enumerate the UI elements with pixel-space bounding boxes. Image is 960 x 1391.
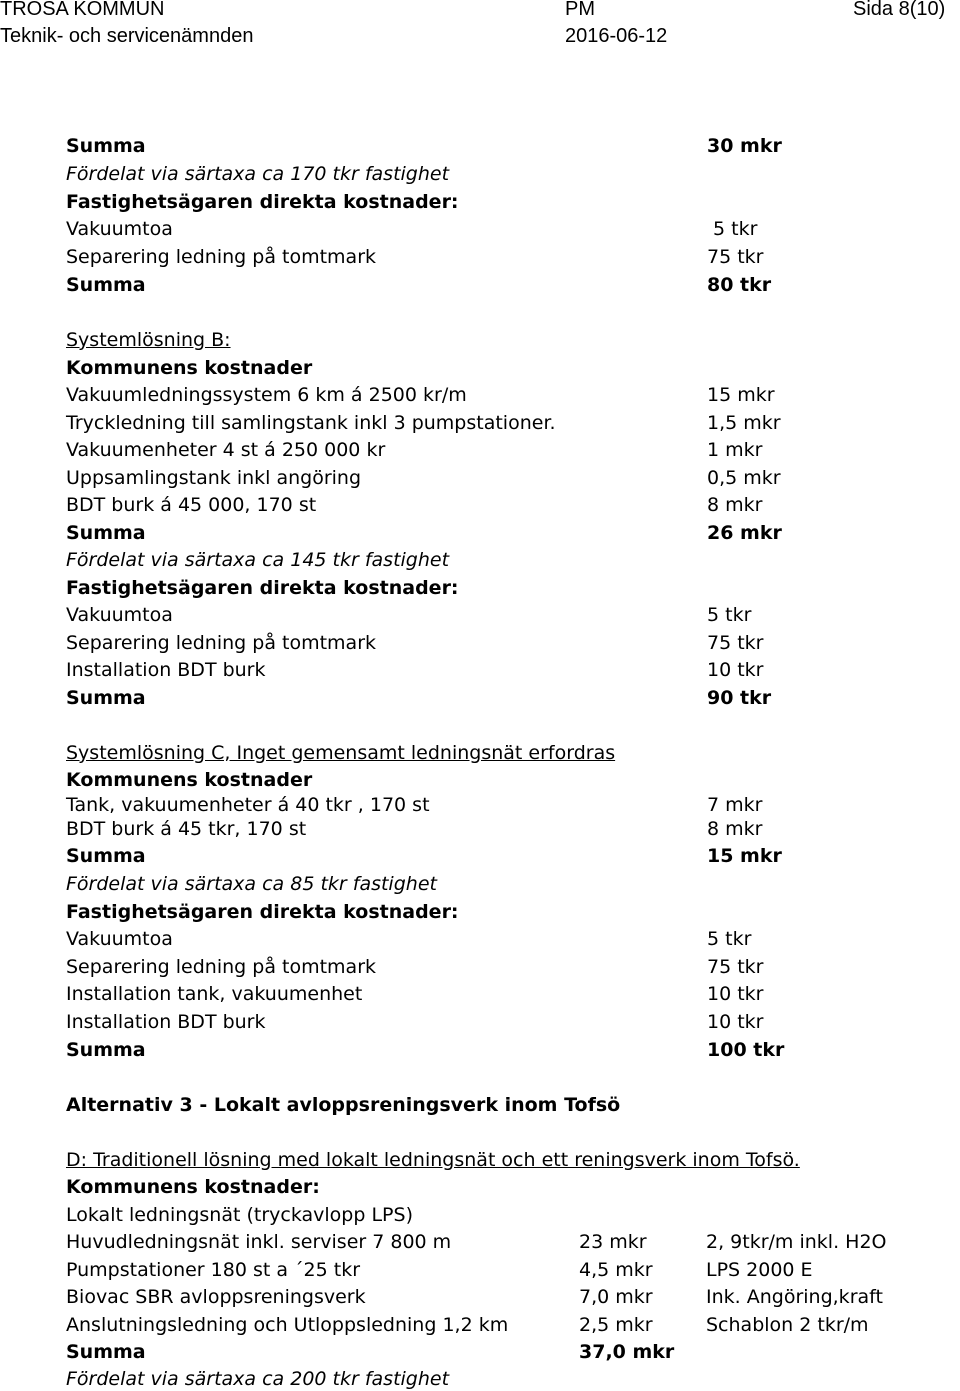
section-c-fastighet-row-label: Installation tank, vakuumenhet	[66, 983, 363, 1005]
alt3-row-value: 7,0 mkr	[579, 1286, 653, 1308]
header-date: 2016-06-12	[565, 25, 668, 47]
header-doc-type: PM	[565, 0, 595, 20]
section-b-row-label: Tryckledning till samlingstank inkl 3 pumpstationer.	[66, 412, 556, 434]
alt3-fordelat: Fördelat via särtaxa ca 200 tkr fastighet	[66, 1368, 450, 1390]
section-a-fordelat: Fördelat via särtaxa ca 170 tkr fastighet	[66, 163, 450, 185]
section-c-summa-label: Summa	[66, 845, 146, 867]
section-b-kommun-heading: Kommunens kostnader	[66, 357, 313, 379]
section-b-fordelat: Fördelat via särtaxa ca 145 tkr fastighet	[66, 549, 450, 571]
section-b-row-value: 0,5 mkr	[707, 467, 781, 489]
section-c-fastighet-row-value: 5 tkr	[707, 928, 752, 950]
alt3-row-label: Huvudledningsnät inkl. serviser 7 800 m	[66, 1231, 452, 1253]
section-b-fastighet-row-label: Vakuumtoa	[66, 604, 173, 626]
section-c-summa2-value: 100 tkr	[707, 1039, 785, 1061]
alt3-row-value: 23 mkr	[579, 1231, 647, 1253]
section-b-fastighet-heading: Fastighetsägaren direkta kostnader:	[66, 577, 459, 599]
section-c-fastighet-row-label: Installation BDT burk	[66, 1011, 266, 1033]
section-c-kommun-heading: Kommunens kostnader	[66, 769, 313, 791]
section-a-fastighet-heading: Fastighetsägaren direkta kostnader:	[66, 191, 459, 213]
section-c-fastighet-row-value: 10 tkr	[707, 983, 764, 1005]
section-c-fastighet-heading: Fastighetsägaren direkta kostnader:	[66, 901, 459, 923]
section-c-summa2-label: Summa	[66, 1039, 146, 1061]
section-a-row-value: 75 tkr	[707, 246, 764, 268]
section-a-row-label: Vakuumtoa	[66, 218, 173, 240]
section-a-summa2-value: 80 tkr	[707, 274, 772, 296]
alt3-row-label: Anslutningsledning och Utloppsledning 1,2 km	[66, 1314, 509, 1336]
section-c-row-label: BDT burk á 45 tkr, 170 st	[66, 818, 307, 840]
section-b-title: Systemlösning B:	[66, 329, 231, 351]
section-b-row-label: BDT burk á 45 000, 170 st	[66, 494, 317, 516]
section-a-summa2-label: Summa	[66, 274, 146, 296]
section-b-row-label: Vakuumenheter 4 st á 250 000 kr	[66, 439, 386, 461]
alt3-row-note: Ink. Angöring,kraft	[706, 1286, 883, 1308]
section-c-row-label: Tank, vakuumenheter á 40 tkr , 170 st	[66, 794, 430, 816]
section-a-row-label: Separering ledning på tomtmark	[66, 246, 377, 268]
section-c-fastighet-row-label: Vakuumtoa	[66, 928, 173, 950]
alt3-row-value: 4,5 mkr	[579, 1259, 653, 1281]
section-b-fastighet-row-value: 10 tkr	[707, 659, 764, 681]
section-a-summa-value: 30 mkr	[707, 135, 782, 157]
section-b-row-label: Vakuumledningssystem 6 km á 2500 kr/m	[66, 384, 467, 406]
header-org: TROSA KOMMUN	[0, 0, 165, 20]
section-a-summa-label: Summa	[66, 135, 146, 157]
header-page: Sida 8(10)	[853, 0, 946, 20]
section-c-title: Systemlösning C, Inget gemensamt ledningsnät erfordras	[66, 742, 616, 764]
alt3-summa-label: Summa	[66, 1341, 146, 1363]
section-a-row-value: 5 tkr	[713, 218, 758, 240]
section-b-summa2-value: 90 tkr	[707, 687, 772, 709]
section-b-summa2-label: Summa	[66, 687, 146, 709]
section-b-row-value: 15 mkr	[707, 384, 775, 406]
alt3-row-note: LPS 2000 E	[706, 1259, 813, 1281]
section-c-row-value: 8 mkr	[707, 818, 763, 840]
alt3-row-label: Pumpstationer 180 st a ´25 tkr	[66, 1259, 361, 1281]
section-b-summa-value: 26 mkr	[707, 522, 782, 544]
section-b-fastighet-row-value: 75 tkr	[707, 632, 764, 654]
header-dept: Teknik- och servicenämnden	[0, 25, 254, 47]
section-b-summa-label: Summa	[66, 522, 146, 544]
alt3-heading: Alternativ 3 - Lokalt avloppsreningsverk inom Tofsö	[66, 1094, 621, 1116]
alt3-d-title: D: Traditionell lösning med lokalt ledningsnät och ett reningsverk inom Tofsö.	[66, 1149, 800, 1171]
alt3-subheading: Lokalt ledningsnät (tryckavlopp LPS)	[66, 1204, 413, 1226]
alt3-row-value: 2,5 mkr	[579, 1314, 653, 1336]
section-b-row-value: 8 mkr	[707, 494, 763, 516]
alt3-row-note: Schablon 2 tkr/m	[706, 1314, 869, 1336]
section-c-fastighet-row-value: 10 tkr	[707, 1011, 764, 1033]
section-b-fastighet-row-label: Installation BDT burk	[66, 659, 266, 681]
section-c-fordelat: Fördelat via särtaxa ca 85 tkr fastighet	[66, 873, 437, 895]
section-c-fastighet-row-label: Separering ledning på tomtmark	[66, 956, 377, 978]
section-b-row-value: 1,5 mkr	[707, 412, 781, 434]
section-c-fastighet-row-value: 75 tkr	[707, 956, 764, 978]
alt3-row-note: 2, 9tkr/m inkl. H2O	[706, 1231, 887, 1253]
section-b-row-value: 1 mkr	[707, 439, 763, 461]
alt3-summa-value: 37,0 mkr	[579, 1341, 675, 1363]
alt3-kommun-heading: Kommunens kostnader:	[66, 1176, 320, 1198]
section-c-summa-value: 15 mkr	[707, 845, 782, 867]
alt3-row-label: Biovac SBR avloppsreningsverk	[66, 1286, 366, 1308]
section-c-row-value: 7 mkr	[707, 794, 763, 816]
section-b-fastighet-row-value: 5 tkr	[707, 604, 752, 626]
section-b-fastighet-row-label: Separering ledning på tomtmark	[66, 632, 377, 654]
section-b-row-label: Uppsamlingstank inkl angöring	[66, 467, 362, 489]
